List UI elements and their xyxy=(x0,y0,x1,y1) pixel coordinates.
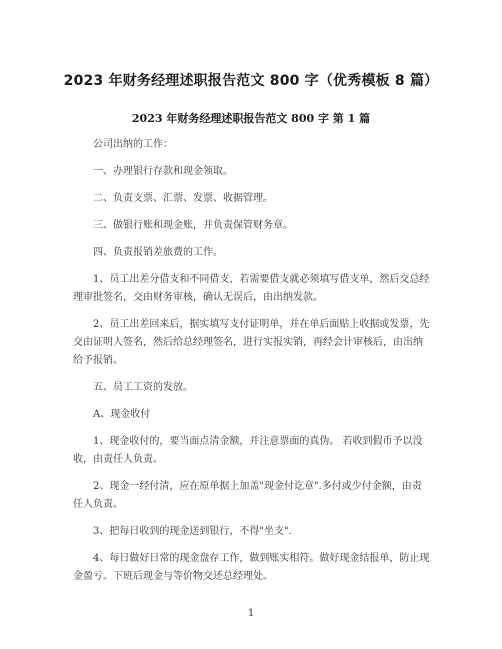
paragraph: 2、现金一经付清，应在原单据上加盖"现金付讫章".多付或少付金额，由责任人负责。 xyxy=(73,481,422,510)
document-title: 2023 年财务经理述职报告范文 800 字（优秀模板 8 篇） xyxy=(63,73,439,89)
paragraph: A、现金收付 xyxy=(93,409,151,420)
paragraph: 3、把每日收到的现金送到银行，不得"坐支". xyxy=(93,526,292,537)
paragraph: 一、办理银行存款和现金领取。 xyxy=(93,166,233,177)
section-title: 2023 年财务经理述职报告范文 800 字 第 1 篇 xyxy=(131,112,371,125)
paragraph: 四、负责报销差旅费的工作。 xyxy=(93,247,223,258)
paragraph: 1、现金收付的，要当面点清金额，并注意票面的真伪。 若收到假币予以没收，由责任人负责。 xyxy=(73,436,423,465)
paragraph: 公司出纳的工作： xyxy=(93,139,173,150)
page-number: 1 xyxy=(247,608,255,619)
paragraph: 三、做银行账和现金账，并负责保管财务章。 xyxy=(93,220,293,231)
document-body xyxy=(73,136,431,595)
paragraph: 1、员工出差分借支和不同借支，若需要借支就必须填写借支单，然后交总经理审批签名，交由财务审核，确认无误后，由出纳发款。 xyxy=(73,274,430,303)
paragraph: 五、员工工资的发放。 xyxy=(93,382,193,393)
paragraph: 4、每日做好日常的现金盘存工作，做到账实相符。做好现金结报单，防止现金盈亏。下班后现金与等价物交还总经理处。 xyxy=(73,553,430,582)
paragraph: 二、负责支票、汇票、发票、收据管理。 xyxy=(93,193,273,204)
paragraph: 2、员工出差回来后，据实填写支付证明单，并在单后面贴上收据或发票，先交由证明人签名，然后给总经理签名，进行实报实销，再经会计审核后，由出纳给予报销。 xyxy=(73,319,430,366)
